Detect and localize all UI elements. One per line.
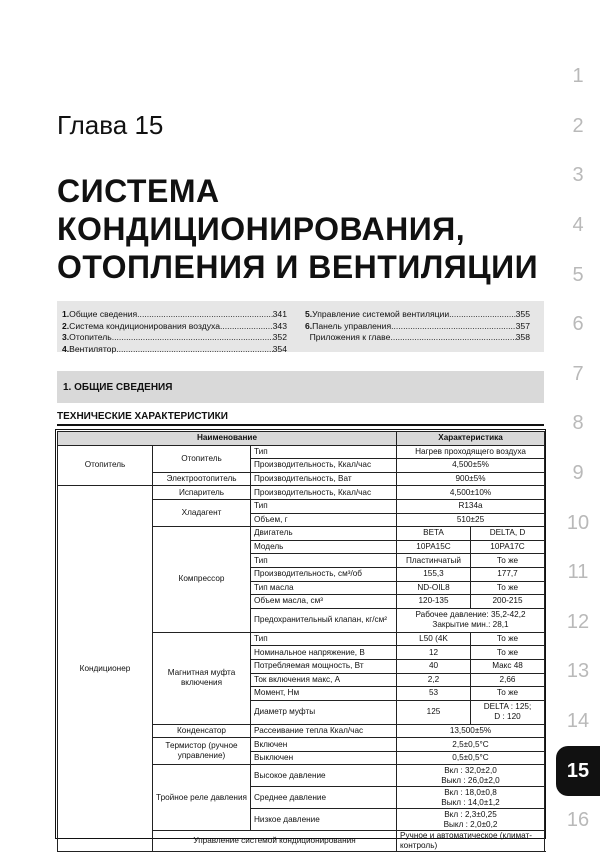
value-line: D : 120 (494, 712, 521, 722)
param: Высокое давление (251, 765, 397, 787)
toc-leader-dots (449, 309, 516, 319)
sub-magnetic-clutch: Магнитная муфта включения (153, 632, 251, 724)
value: 12 (397, 646, 471, 660)
value: То же (471, 554, 545, 568)
toc-item-page: 354 (272, 344, 287, 355)
chapter-tab-2[interactable]: 2 (572, 114, 584, 137)
sub-pressure-relay: Тройное реле давления (153, 765, 251, 831)
chapter-tab-3[interactable]: 3 (572, 164, 584, 187)
toc-leader-dots (391, 321, 516, 331)
toc-item[interactable] (62, 332, 287, 344)
value: 2,66 (471, 673, 545, 687)
value: Ручное и автоматическое (климат-контроль) (397, 831, 545, 852)
header-value: Характеристика (397, 432, 545, 446)
chapter-tab-4[interactable]: 4 (572, 214, 584, 237)
param: Модель (251, 540, 397, 554)
header-name: Наименование (58, 432, 397, 446)
param: Тип (251, 445, 397, 459)
value: 2,5±0,5°C (397, 738, 545, 752)
toc-item-number: 2. (62, 320, 70, 331)
value (397, 765, 545, 787)
chapter-tab-9[interactable]: 9 (572, 462, 584, 485)
table-row (58, 486, 545, 500)
toc-item-number: 6. (305, 320, 313, 331)
chapter-tab-16[interactable]: 16 (566, 809, 590, 832)
toc-item-page: 355 (515, 308, 530, 319)
value: 40 (397, 659, 471, 673)
chapter-number: Глава 15 (57, 110, 164, 140)
toc-item-label: Панель управления (312, 320, 392, 331)
param: Диаметр муфты (251, 700, 397, 724)
toc-item-page: 352 (272, 332, 287, 343)
value: То же (471, 581, 545, 595)
value: 4,500±5% (397, 459, 545, 473)
chapter-tab-1[interactable]: 1 (572, 65, 584, 88)
toc-item-number: 3. (62, 332, 70, 343)
value: 10PA15C (397, 540, 471, 554)
value: 125 (397, 700, 471, 724)
table-of-contents (57, 301, 544, 355)
value: 2,2 (397, 673, 471, 687)
sub-heater: Отопитель (153, 445, 251, 472)
toc-item-page: 358 (515, 332, 530, 343)
toc-item-label: Отопитель (69, 332, 112, 343)
toc-item-number: 5. (305, 308, 313, 319)
value: 155,3 (397, 567, 471, 581)
toc-leader-dots (220, 321, 273, 331)
param: Производительность, Ват (251, 472, 397, 486)
chapter-title (57, 172, 538, 286)
toc-item-page: 343 (272, 320, 287, 331)
value: L50 (4K (397, 632, 471, 646)
value: 13,500±5% (397, 724, 545, 738)
param: Ток включения макс, А (251, 673, 397, 687)
param: Объем масла, см³ (251, 595, 397, 609)
toc-leader-dots (137, 309, 272, 319)
toc-item-page: 341 (272, 308, 287, 319)
chapter-tab-8[interactable]: 8 (572, 412, 584, 435)
chapter-tab-12[interactable]: 12 (566, 610, 590, 633)
chapter-tab-14[interactable]: 14 (566, 710, 590, 733)
toc-item-label: Вентилятор (69, 344, 117, 355)
toc-right-column (305, 308, 530, 343)
toc-item-number: 1. (62, 308, 70, 319)
value: 4,500±10% (397, 486, 545, 500)
value: 120-135 (397, 595, 471, 609)
param: Среднее давление (251, 787, 397, 809)
toc-item-number: 4. (62, 344, 70, 355)
chapter-tab-15[interactable]: 15 (556, 746, 600, 796)
value: Макс 48 (471, 659, 545, 673)
table-row (58, 445, 545, 459)
param: Момент, Нм (251, 687, 397, 701)
section-heading: 1. ОБЩИЕ СВЕДЕНИЯ (57, 371, 544, 403)
toc-item[interactable] (305, 308, 530, 320)
chapter-tab-10[interactable]: 10 (566, 511, 590, 534)
param: Рассеивание тепла Ккал/час (251, 724, 397, 738)
param: Тип (251, 554, 397, 568)
toc-item-label: Управление системой вентиляции (312, 308, 450, 319)
sub-compressor: Компрессор (153, 527, 251, 633)
value: То же (471, 687, 545, 701)
param: Потребляемая мощность, Вт (251, 659, 397, 673)
chapter-tab-13[interactable]: 13 (566, 660, 590, 683)
sub-electric-heater: Электроотопитель (153, 472, 251, 486)
param: Включен (251, 738, 397, 752)
value: 177,7 (471, 567, 545, 581)
value: 10PA17C (471, 540, 545, 554)
toc-item-page: 357 (515, 320, 530, 331)
toc-item-label: Приложения к главе (309, 332, 391, 343)
value: DELTA, D (471, 527, 545, 541)
title-line-3: ОТОПЛЕНИЯ И ВЕНТИЛЯЦИИ (57, 249, 539, 285)
chapter-tab-7[interactable]: 7 (572, 362, 584, 385)
value: 900±5% (397, 472, 545, 486)
value (471, 700, 545, 724)
title-line-1: СИСТЕМА (57, 173, 220, 209)
param: Управление системой кондиционирования (153, 831, 397, 852)
value-line: Вкл : 2,3±0,25 (444, 809, 497, 819)
value: То же (471, 632, 545, 646)
subheading: ТЕХНИЧЕСКИЕ ХАРАКТЕРИСТИКИ (57, 411, 228, 422)
chapter-tab-11[interactable]: 11 (567, 561, 589, 584)
param: Номинальное напряжение, В (251, 646, 397, 660)
toc-left-column (62, 308, 287, 355)
value-line: Закрытие мин.: 28,1 (432, 620, 509, 630)
sub-evaporator: Испаритель (153, 486, 251, 500)
value-line: DELTA : 125; (483, 702, 532, 712)
sub-refrigerant: Хладагент (153, 499, 251, 526)
param: Объем, г (251, 513, 397, 527)
param: Производительность, Ккал/час (251, 459, 397, 473)
subheading-rule (57, 424, 544, 426)
value: Нагрев проходящего воздуха (397, 445, 545, 459)
sub-condenser: Конденсатор (153, 724, 251, 738)
value (397, 809, 545, 831)
toc-leader-dots (112, 332, 273, 342)
group-heater: Отопитель (58, 445, 153, 486)
param: Тип масла (251, 581, 397, 595)
toc-item[interactable] (62, 308, 287, 320)
toc-item[interactable] (62, 343, 287, 355)
value (397, 787, 545, 809)
sub-thermistor: Термистор (ручное управление) (153, 738, 251, 765)
param: Предохранительный клапан, кг/см² (251, 608, 397, 632)
toc-item-label: Система кондиционирования воздуха (69, 320, 221, 331)
value: 0,5±0,5°C (397, 751, 545, 765)
value: BETA (397, 527, 471, 541)
chapter-tab-6[interactable]: 6 (572, 313, 584, 336)
value: 510±25 (397, 513, 545, 527)
toc-leader-dots (116, 344, 272, 354)
value: R134a (397, 499, 545, 513)
param: Тип (251, 632, 397, 646)
table-header-row (58, 432, 545, 446)
title-line-2: КОНДИЦИОНИРОВАНИЯ, (57, 211, 466, 247)
group-conditioner: Кондиционер (58, 486, 153, 852)
value: 53 (397, 687, 471, 701)
toc-item[interactable] (62, 320, 287, 332)
param: Тип (251, 499, 397, 513)
value: 200-215 (471, 595, 545, 609)
value-line: Выкл : 2,0±0,2 (443, 819, 498, 829)
toc-item-label: Общие сведения (69, 308, 138, 319)
param: Производительность, Ккал/час (251, 486, 397, 500)
spec-table (57, 431, 545, 852)
chapter-tabs (556, 52, 600, 846)
value-line: Вкл : 32,0±2,0 (444, 765, 497, 775)
param: Двигатель (251, 527, 397, 541)
value-line: Рабочее давление: 35,2-42,2 (415, 610, 526, 620)
toc-item[interactable] (305, 320, 530, 332)
param: Низкое давление (251, 809, 397, 831)
param: Производительность, см³/об (251, 567, 397, 581)
value-line: Выкл : 14,0±1,2 (441, 797, 500, 807)
value-line: Вкл : 18,0±0,8 (444, 787, 497, 797)
value-line: Выкл : 26,0±2,0 (441, 775, 500, 785)
toc-item[interactable] (305, 332, 530, 344)
value: Пластинчатый (397, 554, 471, 568)
value: То же (471, 646, 545, 660)
toc-leader-dots (390, 332, 515, 342)
param: Выключен (251, 751, 397, 765)
value: ND-OIL8 (397, 581, 471, 595)
chapter-tab-5[interactable]: 5 (572, 263, 584, 286)
value (397, 608, 545, 632)
